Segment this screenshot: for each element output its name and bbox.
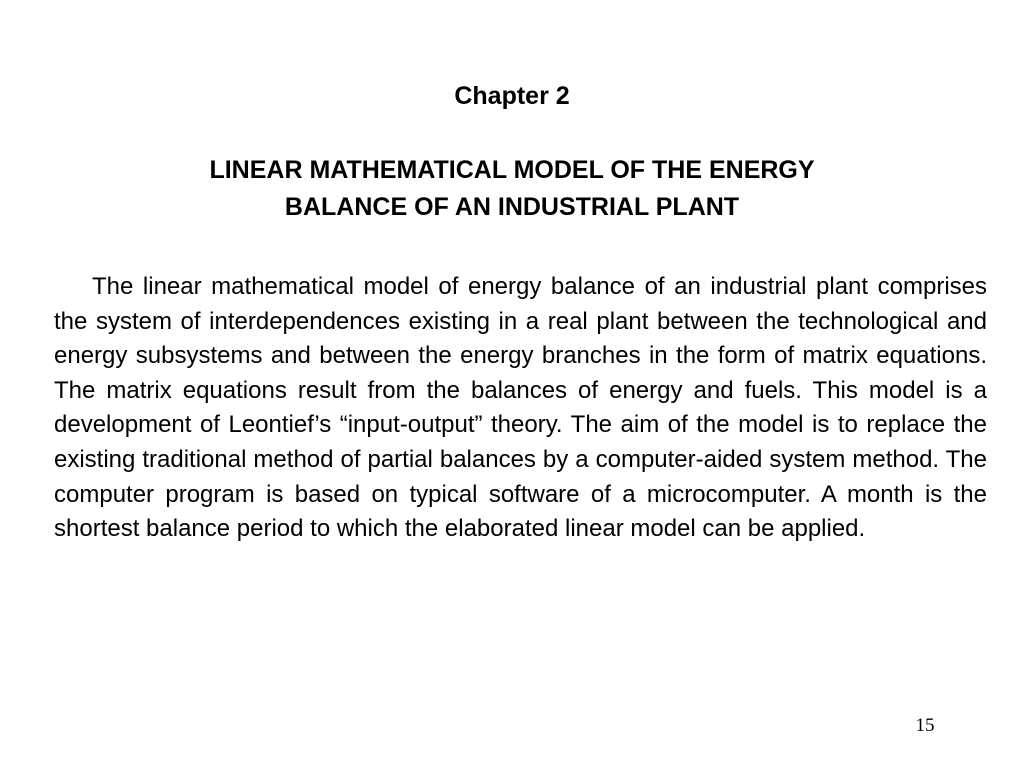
body-paragraph: The linear mathematical model of energy balance of an industrial plant comprises the system of interdependences existing in a real plant between the technological and energy subsystems and between the energy branches in the form of matrix equations. The matrix equations result from the balances of energy and fuels. This model is a development of Leontief’s “input-output” theory. The aim of the model is to replace the existing traditional method of partial balances by a computer-aided system method. The computer program is based on typical software of a microcomputer. A month is the shortest balance period to which the elaborated linear model can be applied. <box>54 273 987 543</box>
page-number: 15 <box>915 715 935 736</box>
chapter-title-line-1: LINEAR MATHEMATICAL MODEL OF THE ENERGY <box>209 156 815 184</box>
chapter-title-line-2: BALANCE OF AN INDUSTRIAL PLANT <box>284 193 740 221</box>
chapter-title <box>70 152 954 226</box>
chapter-heading: Chapter 2 <box>454 82 570 110</box>
